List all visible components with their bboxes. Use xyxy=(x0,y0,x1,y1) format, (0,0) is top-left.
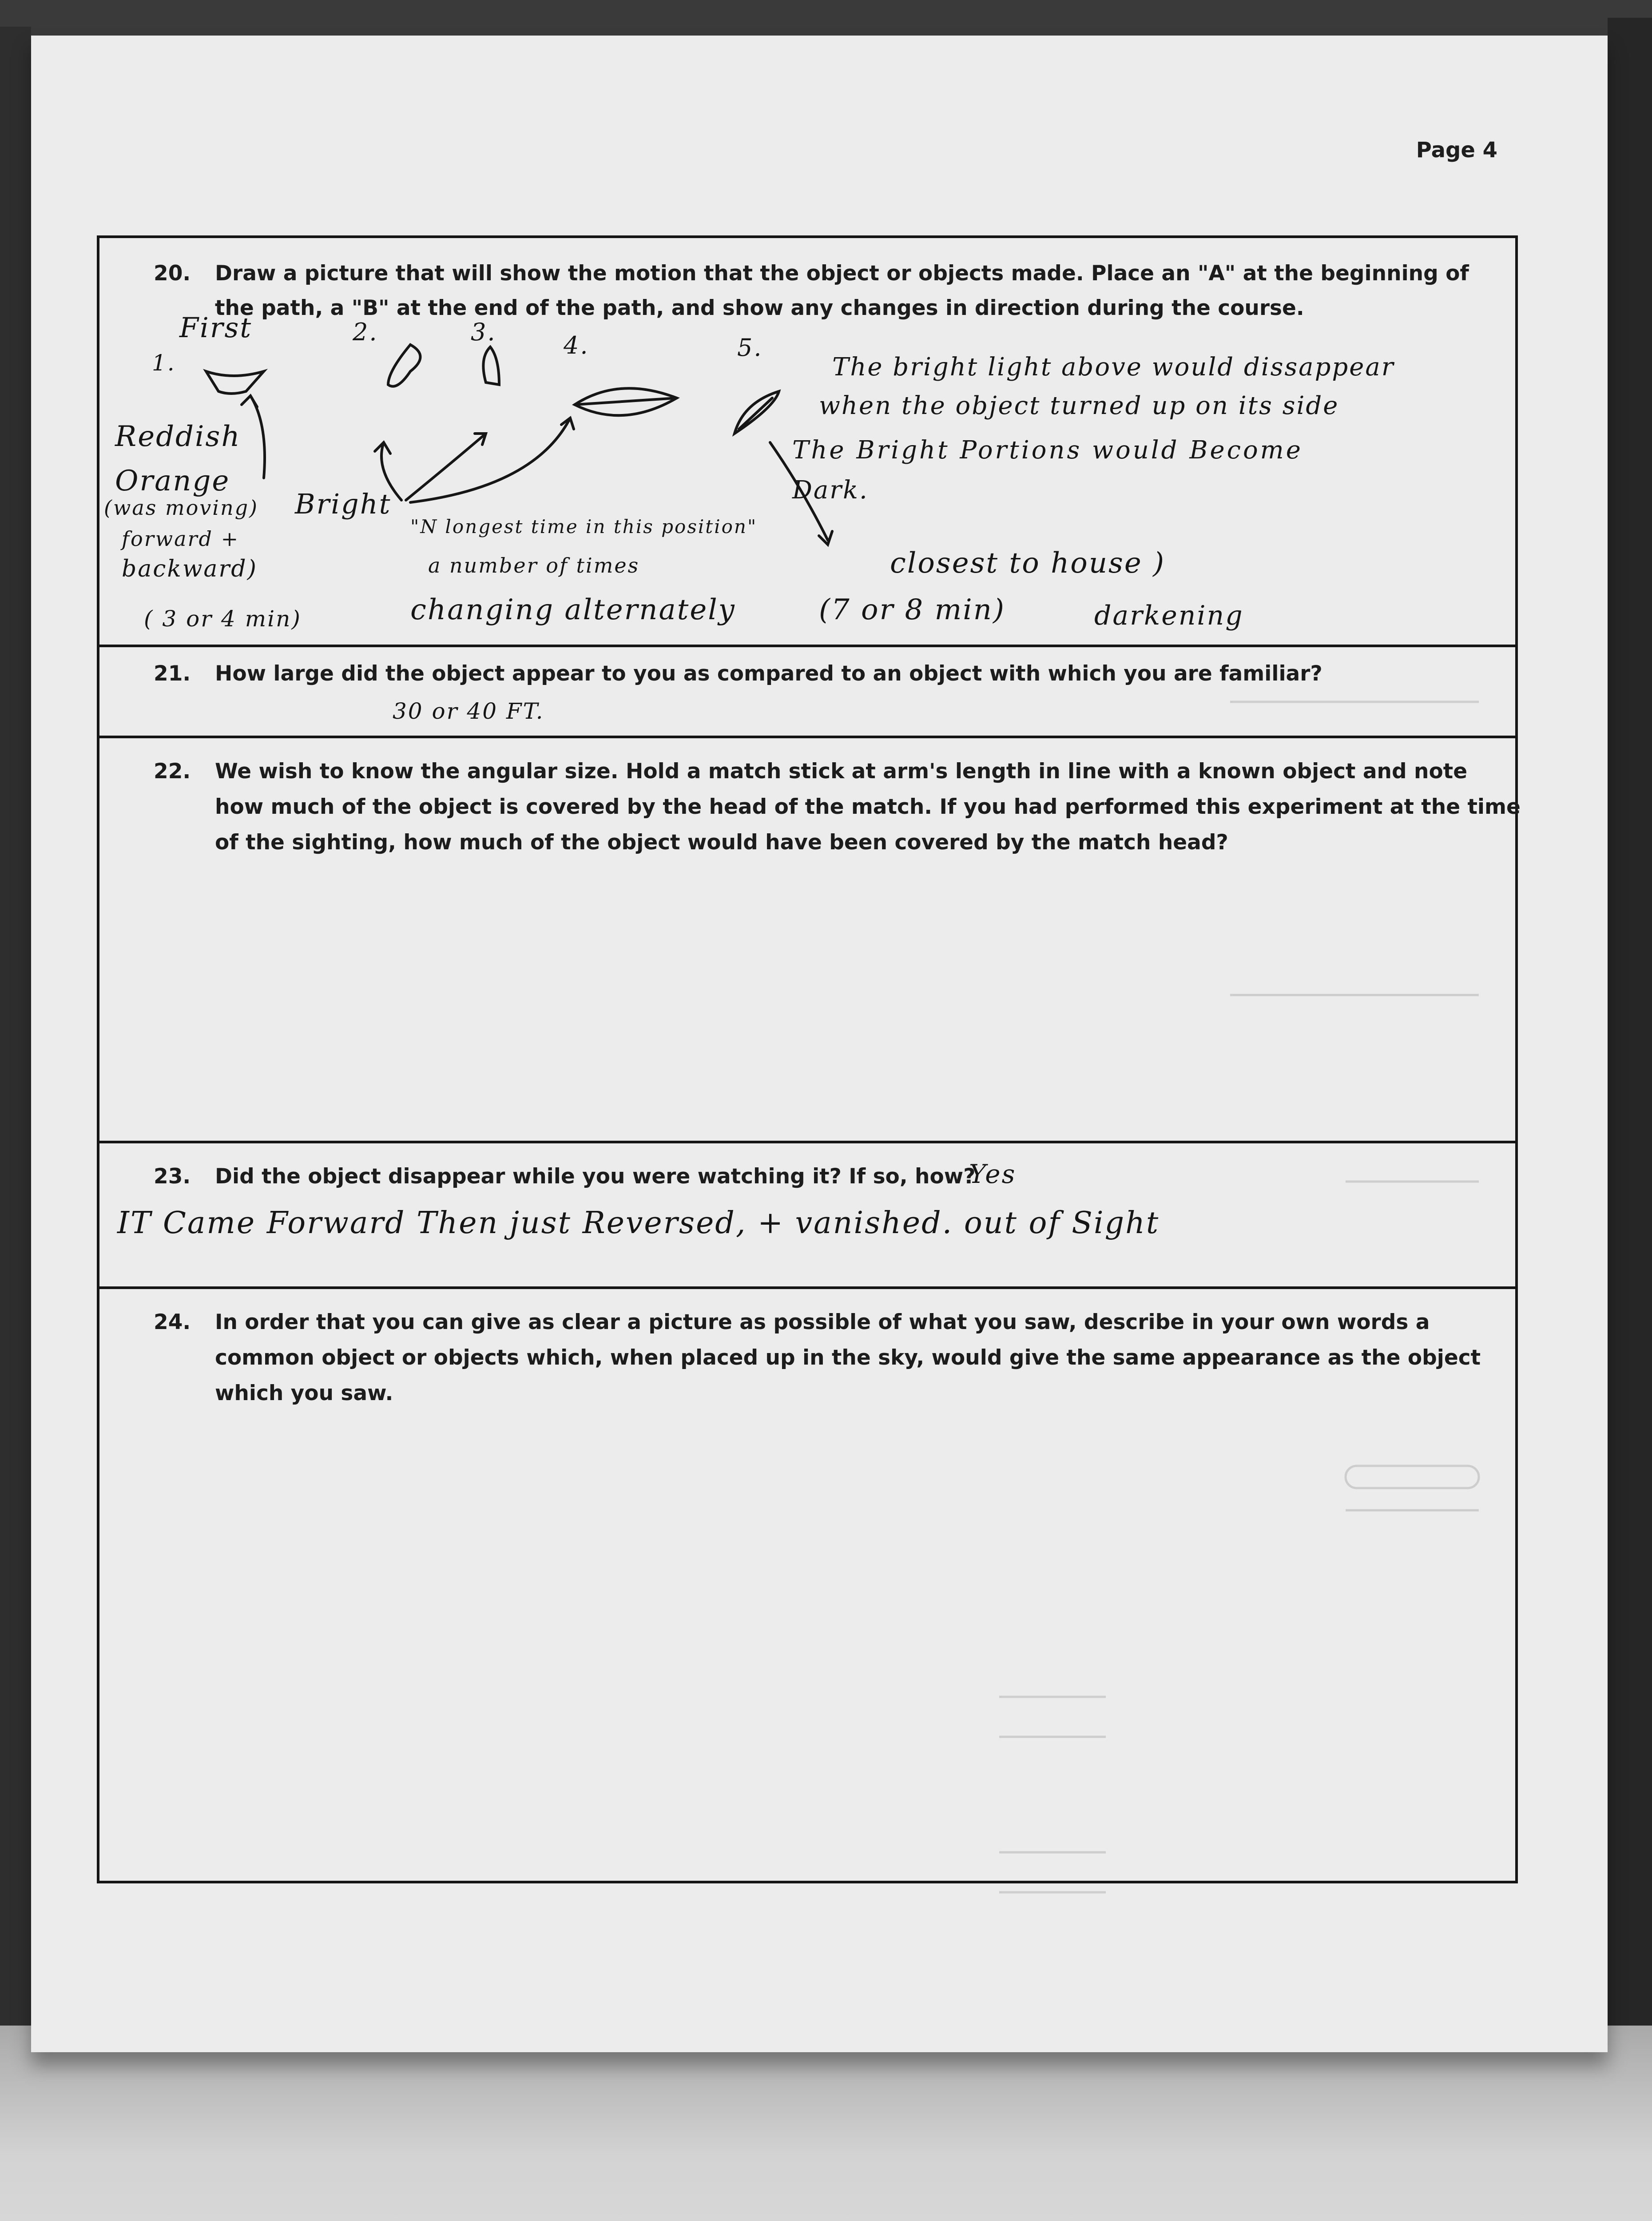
question-21-number: 21. xyxy=(154,661,191,686)
arrow-bright-to-4 xyxy=(410,418,570,502)
sketch-label-backward: backward) xyxy=(122,556,258,582)
sketch-note-number-of-times: a number of times xyxy=(428,553,640,577)
question-24-section xyxy=(99,1286,1515,1881)
question-23-section xyxy=(99,1141,1515,1286)
object-sketch-1 xyxy=(206,371,264,394)
sketch-label-2: 2. xyxy=(353,318,378,346)
sketch-label-first: First xyxy=(179,311,253,344)
question-23-number: 23. xyxy=(154,1164,191,1189)
scan-left-edge xyxy=(0,27,31,2026)
question-22-text-line3: of the sighting, how much of the object would have been covered by the match head? xyxy=(215,830,1228,855)
sketch-label-minutes: ( 3 or 4 min) xyxy=(144,606,302,632)
sketch-label-4: 4. xyxy=(564,331,589,359)
sketch-note-darkening: darkening xyxy=(1094,600,1244,631)
page-number: Page 4 xyxy=(1416,138,1497,163)
question-24-text-line2: common object or objects which, when placed up in the sky, would give the same appearance as the object xyxy=(215,1345,1481,1370)
sketch-label-bright: Bright xyxy=(295,488,392,520)
question-21-section xyxy=(99,645,1515,736)
sketch-label-5: 5. xyxy=(737,334,763,362)
sketch-label-orange: Orange xyxy=(115,465,230,498)
scan-bottom-area xyxy=(0,2026,1652,2221)
sketch-label-was-moving: (was moving) xyxy=(104,496,259,520)
sketch-note-closest: closest to house ) xyxy=(890,547,1166,580)
questionnaire-form xyxy=(97,235,1521,1883)
sketch-description-line3: The Bright Portions would Become xyxy=(792,436,1303,465)
question-24-text-line3: which you saw. xyxy=(215,1381,393,1405)
question-23-answer-long: IT Came Forward Then just Reversed, + vanished. out of Sight xyxy=(117,1206,1160,1241)
sketch-description-line1: The bright light above would dissappear xyxy=(832,353,1395,382)
question-23-text: Did the object disappear while you were watching it? If so, how? xyxy=(215,1164,976,1189)
question-22-text-line2: how much of the object is covered by the head of the match. If you had performed this experiment at the time xyxy=(215,795,1521,819)
scan-top-edge xyxy=(0,0,1652,36)
question-21-text: How large did the object appear to you as compared to an object with which you are familiar? xyxy=(215,661,1322,686)
sketch-label-3: 3. xyxy=(471,318,496,346)
object-sketch-2 xyxy=(388,345,421,386)
scan-right-edge xyxy=(1608,18,1652,2034)
question-22-section xyxy=(99,736,1521,1141)
sketch-label-1: 1. xyxy=(152,350,176,376)
question-20-section xyxy=(99,238,1515,645)
object-sketch-3 xyxy=(483,347,499,385)
sketch-description-line2: when the object turned up on its side xyxy=(819,391,1339,420)
question-24-text-line1: In order that you can give as clear a picture as possible of what you saw, describe in your own words a xyxy=(215,1310,1430,1334)
sketch-note-changing: changing alternately xyxy=(410,593,736,626)
question-22-text-line1: We wish to know the angular size. Hold a match stick at arm's length in line with a known object and note xyxy=(215,759,1468,784)
document-page xyxy=(31,36,1608,2052)
sketch-label-reddish: Reddish xyxy=(115,420,241,453)
question-20-text-line2: the path, a "B" at the end of the path, and show any changes in direction during the course. xyxy=(215,296,1304,320)
sketch-description-line4: Dark. xyxy=(792,476,869,505)
sketch-note-minutes: (7 or 8 min) xyxy=(819,593,1005,626)
question-21-answer: 30 or 40 FT. xyxy=(393,698,544,724)
question-23-answer-short: Yes xyxy=(969,1159,1017,1189)
question-20-text-line1: Draw a picture that will show the motion that the object or objects made. Place an "A" at the beginning of xyxy=(215,261,1469,286)
sketch-note-longest-time: "N longest time in this position" xyxy=(410,516,758,537)
question-24-number: 24. xyxy=(154,1310,191,1334)
question-22-number: 22. xyxy=(154,759,191,784)
sketch-label-forward: forward + xyxy=(122,527,240,551)
question-20-number: 20. xyxy=(154,261,191,286)
